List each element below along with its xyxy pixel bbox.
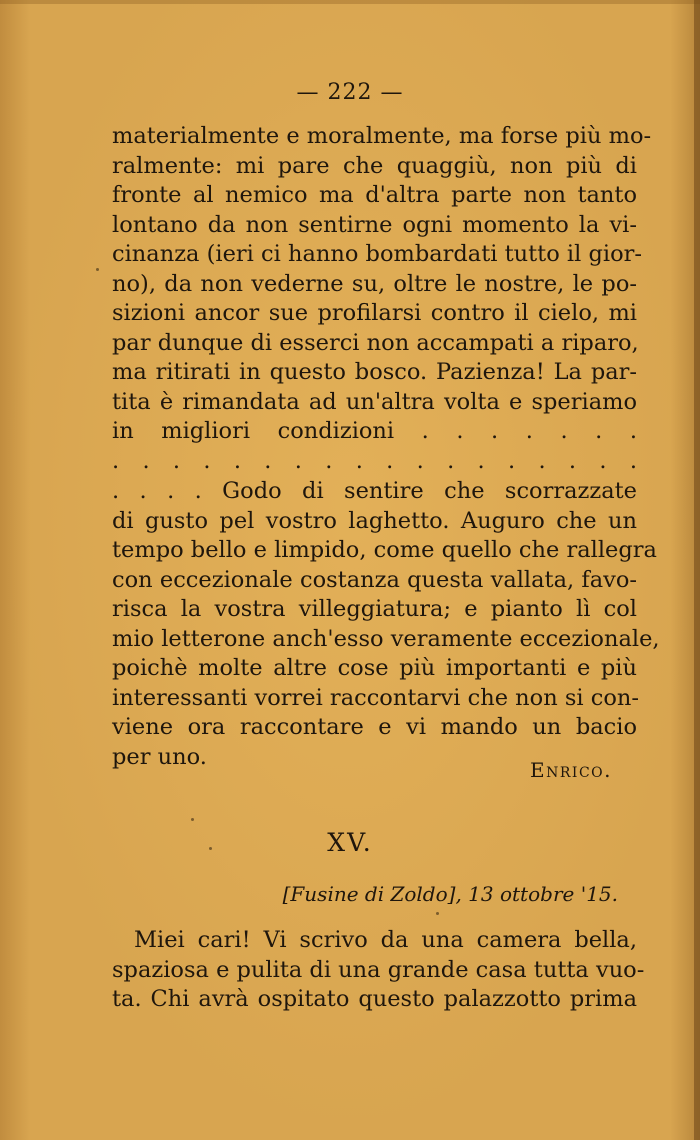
- page-number: — 222 —: [296, 80, 404, 105]
- text-line: ta. Chi avrà ospitato questo palazzotto prima: [112, 986, 637, 1012]
- text-line: risca la vostra villeggiatura; e pianto lì col: [112, 596, 637, 622]
- paragraph-1: [112, 122, 652, 447]
- paper-speck: [209, 847, 212, 850]
- text-line: cinanza (ieri ci hanno bombardati tutto il gior-: [112, 241, 642, 267]
- text-line: par dunque di esserci non accampati a riparo,: [112, 329, 639, 356]
- text-line: no), da non vederne su, oltre le nostre, le po-: [112, 270, 637, 297]
- text-line: fronte al nemico ma d'altra parte non tanto: [112, 182, 637, 208]
- text-line: per uno.: [112, 743, 207, 770]
- text-line: ralmente: mi pare che quaggiù, non più di: [112, 152, 637, 179]
- paper-speck: [96, 268, 99, 271]
- text-line: materialmente e moralmente, ma forse più mo-: [112, 123, 652, 149]
- text-line: viene ora raccontare e vi mando un bacio: [112, 714, 637, 740]
- letter-dateline: [Fusine di Zoldo], 13 ottobre '15.: [282, 882, 618, 906]
- text-line: Miei cari! Vi scrivo da una camera bella,: [134, 927, 637, 953]
- paragraph-3: [112, 926, 645, 1015]
- paper-speck: [191, 818, 194, 821]
- ellipsis-row: . . . . . . . . . . . . . . . . . .: [112, 448, 637, 474]
- page-right-edge: [694, 0, 700, 1140]
- section-heading: XV.: [327, 828, 373, 857]
- text-line: mio letterone anch'esso veramente eccezionale,: [112, 625, 660, 652]
- text-line: poichè molte altre cose più importanti e più: [112, 655, 637, 681]
- text-line: di gusto pel vostro laghetto. Auguro che un: [112, 507, 637, 534]
- text-line: spaziosa e pulita di una grande casa tutta vuo-: [112, 956, 645, 983]
- text-line: tita è rimandata ad un'altra volta e speriamo: [112, 388, 637, 415]
- text-line: con eccezionale costanza questa vallata, favo-: [112, 566, 637, 593]
- paragraph-2: [112, 477, 660, 772]
- text-line: ma ritirati in questo bosco. Pazienza! La par-: [112, 359, 637, 385]
- text-line: . . . . Godo di sentire che scorrazzate: [112, 478, 637, 504]
- paper-speck: [436, 912, 439, 915]
- text-line: sizioni ancor sue profilarsi contro il cielo, mi: [112, 300, 637, 326]
- text-line: tempo bello e limpido, come quello che rallegra: [112, 537, 657, 563]
- letter-signature: Enrico.: [530, 758, 612, 782]
- page-top-edge: [0, 0, 700, 4]
- text-line: in migliori condizioni . . . . . . .: [112, 418, 637, 444]
- text-line: lontano da non sentirne ogni momento la vi-: [112, 211, 637, 238]
- text-line: interessanti vorrei raccontarvi che non si con-: [112, 684, 639, 711]
